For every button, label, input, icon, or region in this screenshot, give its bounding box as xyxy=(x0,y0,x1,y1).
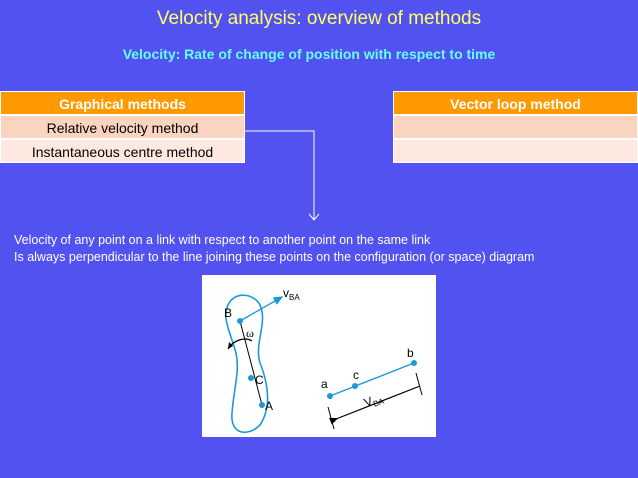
point-a-vel-dot xyxy=(327,393,333,399)
point-a-vel-label: a xyxy=(321,377,328,391)
vector-loop-header: Vector loop method xyxy=(393,91,638,115)
point-a-label: A xyxy=(265,399,274,413)
velocity-diagram-svg xyxy=(202,275,436,437)
relative-velocity-method-cell: Relative velocity method xyxy=(0,115,245,139)
dimension-tick-a xyxy=(328,407,334,429)
point-b-vel-label: b xyxy=(407,346,414,360)
vba-vector-label: $V_{BA}$ xyxy=(362,393,386,410)
point-b-vel-dot xyxy=(411,360,417,366)
link-outline xyxy=(226,295,268,432)
instantaneous-centre-method-cell: Instantaneous centre method xyxy=(0,139,245,163)
point-b-label: B xyxy=(224,306,233,320)
vba-arrow xyxy=(240,297,282,321)
velocity-diagram-figure xyxy=(202,275,436,437)
vba-label: $v_{BA}$ xyxy=(283,286,300,302)
omega-label: ω xyxy=(246,326,254,340)
dimension-tick-b xyxy=(416,373,422,395)
point-c-vel-dot xyxy=(352,383,358,389)
vector-line-a-b xyxy=(330,363,414,396)
point-c-dot xyxy=(248,375,254,381)
point-c-label: C xyxy=(255,373,264,387)
point-c-vel-label: c xyxy=(353,368,359,382)
perpendicularity-statement xyxy=(14,232,634,266)
statement-line-2: Is always perpendicular to the line joining these points on the configuration (or space) diagram xyxy=(14,250,535,264)
slide-title: Velocity analysis: overview of methods xyxy=(156,8,482,29)
statement-line-1: Velocity of any point on a link with respect to another point on the same link xyxy=(14,233,431,247)
velocity-definition: Velocity: Rate of change of position with respect to time xyxy=(122,46,496,62)
graphical-methods-header: Graphical methods xyxy=(0,91,245,115)
